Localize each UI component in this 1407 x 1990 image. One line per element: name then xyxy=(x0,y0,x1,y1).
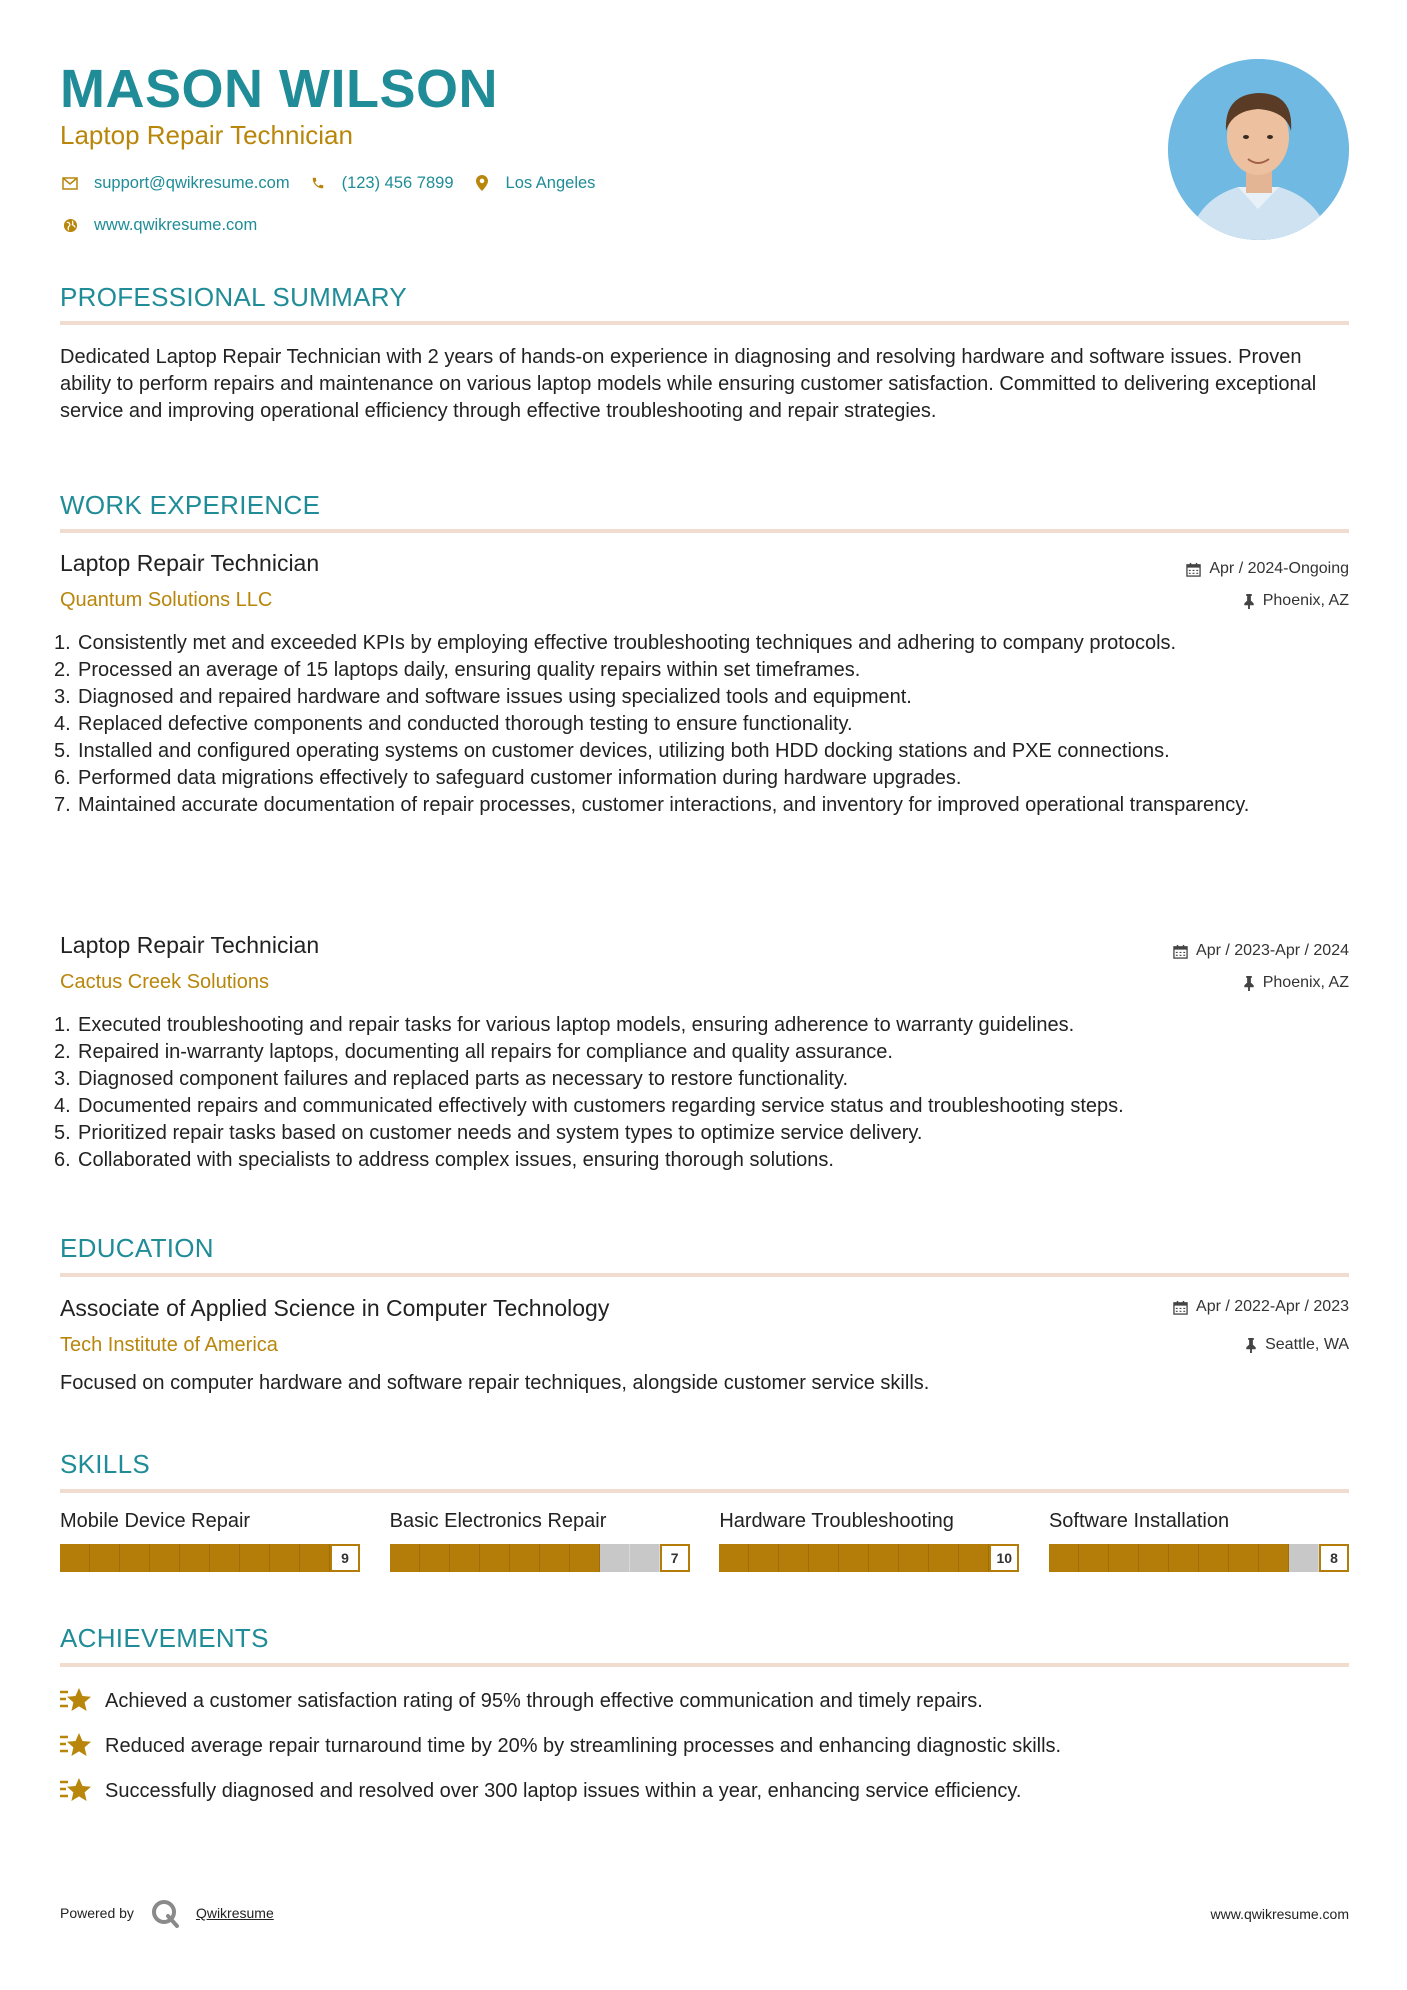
globe-icon xyxy=(60,215,80,235)
skill-name: Mobile Device Repair xyxy=(60,1510,251,1532)
profile-photo xyxy=(1168,59,1349,240)
calendar-icon xyxy=(1173,944,1188,959)
map-pin-icon xyxy=(472,173,492,193)
skill-bar-segment xyxy=(1049,1544,1079,1572)
skill-item xyxy=(390,1510,690,1572)
skill-bar-segment xyxy=(1079,1544,1109,1572)
location-text: Los Angeles xyxy=(505,173,596,192)
education-dates-text: Apr / 2022-Apr / 2023 xyxy=(1196,1298,1349,1315)
education-location-text: Seattle, WA xyxy=(1265,1336,1349,1353)
list-item: 2. Processed an average of 15 laptops daily, ensuring quality repairs within set timeframes. xyxy=(54,659,861,681)
job-1-dates xyxy=(1186,560,1349,578)
education-heading: EDUCATION xyxy=(60,1233,214,1263)
skill-rating-bar xyxy=(1049,1544,1349,1572)
skill-name: Basic Electronics Repair xyxy=(389,1510,607,1532)
pushpin-icon xyxy=(1243,976,1255,991)
qwikresume-link[interactable]: Qwikresume xyxy=(195,1905,274,1921)
phone-icon xyxy=(308,173,328,193)
list-item: 3. Diagnosed and repaired hardware and software issues using specialized tools and equipment. xyxy=(54,686,912,708)
skill-bar-segment xyxy=(749,1544,779,1572)
skill-bar-segment xyxy=(210,1544,240,1572)
list-item: 1. Executed troubleshooting and repair tasks for various laptop models, ensuring adherence to warranty guidelines. xyxy=(54,1014,1075,1036)
skill-bar-segment xyxy=(450,1544,480,1572)
pushpin-icon xyxy=(1243,594,1255,609)
skill-bar-segment xyxy=(150,1544,180,1572)
calendar-icon xyxy=(1186,562,1201,577)
website-text: www.qwikresume.com xyxy=(94,215,258,234)
skill-bar-segment xyxy=(1109,1544,1139,1572)
education-dates xyxy=(1173,1298,1349,1316)
skill-bar-segment xyxy=(300,1544,330,1572)
skill-bar-segment xyxy=(779,1544,809,1572)
qwikresume-logo-icon xyxy=(150,1898,180,1928)
experience-divider xyxy=(60,529,1349,533)
skill-bar-segment xyxy=(570,1544,600,1572)
pushpin-icon xyxy=(1245,1338,1257,1353)
list-item: 4. Documented repairs and communicated effectively with customers regarding service status and troubleshooting steps. xyxy=(54,1095,1124,1117)
experience-heading: WORK EXPERIENCE xyxy=(60,490,321,520)
skill-score: 7 xyxy=(660,1544,690,1572)
skill-bar-segment xyxy=(120,1544,150,1572)
skill-bar-segment xyxy=(1199,1544,1229,1572)
contact-row-2 xyxy=(60,215,275,235)
job-2-role: Laptop Repair Technician xyxy=(60,932,320,958)
powered-by-label: Powered by xyxy=(60,1905,134,1921)
star-icon xyxy=(60,1731,92,1761)
job-2-company: Cactus Creek Solutions xyxy=(60,971,269,993)
achievement-item xyxy=(60,1776,1021,1806)
job-2-location xyxy=(1243,974,1349,992)
envelope-icon xyxy=(60,173,80,193)
list-item: 4. Replaced defective components and conducted thorough testing to ensure functionality. xyxy=(54,713,853,735)
job-2-bullets xyxy=(54,1012,1349,1174)
job-2-dates-text: Apr / 2023-Apr / 2024 xyxy=(1196,942,1349,959)
skill-score: 10 xyxy=(989,1544,1019,1572)
skill-bar-segment xyxy=(240,1544,270,1572)
education-location xyxy=(1245,1336,1349,1354)
skills-divider xyxy=(60,1489,1349,1493)
skill-bar-segment xyxy=(839,1544,869,1572)
skill-bar-segment xyxy=(929,1544,959,1572)
skill-bar-segment xyxy=(1229,1544,1259,1572)
contact-location xyxy=(472,173,596,193)
skill-bar-segment xyxy=(1139,1544,1169,1572)
skill-bar-segment xyxy=(959,1544,989,1572)
skill-rating-bar xyxy=(390,1544,690,1572)
skills-grid xyxy=(60,1510,1349,1572)
education-divider xyxy=(60,1273,1349,1277)
skill-bar-segment xyxy=(420,1544,450,1572)
skill-item xyxy=(60,1510,360,1572)
job-1-role: Laptop Repair Technician xyxy=(60,550,320,576)
achievement-item xyxy=(60,1731,1061,1761)
skill-name: Software Installation xyxy=(1048,1510,1230,1532)
achievement-text: Reduced average repair turnaround time by 20% by streamlining processes and enhancing diagnostic skills. xyxy=(105,1734,1062,1757)
candidate-name: MASON WILSON xyxy=(60,59,498,119)
education-school: Tech Institute of America xyxy=(60,1334,278,1356)
skill-item xyxy=(1049,1510,1349,1572)
job-1-location-text: Phoenix, AZ xyxy=(1262,592,1349,609)
skill-bar-segment xyxy=(899,1544,929,1572)
phone-text: (123) 456 7899 xyxy=(341,173,454,192)
skill-bar-segment xyxy=(719,1544,749,1572)
list-item: 6. Collaborated with specialists to address complex issues, ensuring thorough solutions. xyxy=(54,1149,834,1171)
skill-bar-segment xyxy=(1289,1544,1319,1572)
calendar-icon xyxy=(1173,1300,1188,1315)
education-degree: Associate of Applied Science in Computer Technology xyxy=(60,1295,610,1321)
achievement-item xyxy=(60,1686,983,1716)
footer-url[interactable]: www.qwikresume.com xyxy=(1210,1906,1349,1922)
contact-email[interactable] xyxy=(60,173,290,193)
summary-divider xyxy=(60,321,1349,325)
email-text: support@qwikresume.com xyxy=(94,173,290,192)
skill-bar-segment xyxy=(1169,1544,1199,1572)
job-2-location-text: Phoenix, AZ xyxy=(1262,974,1349,991)
candidate-title: Laptop Repair Technician xyxy=(60,120,353,150)
summary-text: Dedicated Laptop Repair Technician with 2 years of hands-on experience in diagnosing and resolving hardware and software issues. Proven ability to perform repairs and maintenance on various laptop models while ensuring customer satisfaction. Committed to delivering exceptional service and improving operational efficiency through effective troubleshooting and repair strategies. xyxy=(60,346,1317,422)
skill-name: Hardware Troubleshooting xyxy=(719,1510,954,1532)
achievements-divider xyxy=(60,1663,1349,1667)
skill-bar-segment xyxy=(90,1544,120,1572)
achievement-text: Successfully diagnosed and resolved over 300 laptop issues within a year, enhancing service efficiency. xyxy=(105,1779,1022,1802)
skill-score: 8 xyxy=(1319,1544,1349,1572)
job-2-dates xyxy=(1173,942,1349,960)
skill-score: 9 xyxy=(330,1544,360,1572)
list-item: 6. Performed data migrations effectively to safeguard customer information during hardware upgrades. xyxy=(54,767,962,789)
contact-row xyxy=(60,173,613,193)
skill-bar-segment xyxy=(480,1544,510,1572)
star-icon xyxy=(60,1776,92,1806)
achievements-heading: ACHIEVEMENTS xyxy=(60,1623,269,1653)
skill-bar-segment xyxy=(540,1544,570,1572)
list-item: 7. Maintained accurate documentation of repair processes, customer interactions, and inventory for improved operational transparency. xyxy=(54,794,1250,816)
skill-bar-segment xyxy=(390,1544,420,1572)
footer-powered-by xyxy=(60,1898,274,1928)
list-item: 2. Repaired in-warranty laptops, documenting all repairs for compliance and quality assurance. xyxy=(54,1041,893,1063)
contact-phone[interactable] xyxy=(308,173,454,193)
skill-bar-segment xyxy=(1259,1544,1289,1572)
achievement-text: Achieved a customer satisfaction rating of 95% through effective communication and timely repairs. xyxy=(105,1689,983,1712)
job-1-company: Quantum Solutions LLC xyxy=(60,589,273,611)
skill-bar-segment xyxy=(510,1544,540,1572)
star-icon xyxy=(60,1686,92,1716)
skill-bar-segment xyxy=(809,1544,839,1572)
list-item: 3. Diagnosed component failures and replaced parts as necessary to restore functionality. xyxy=(54,1068,849,1090)
list-item: 1. Consistently met and exceeded KPIs by employing effective troubleshooting techniques and adhering to company protocols. xyxy=(54,632,1177,654)
job-1-dates-text: Apr / 2024-Ongoing xyxy=(1209,560,1349,577)
summary-heading: PROFESSIONAL SUMMARY xyxy=(60,282,407,312)
skill-bar-segment xyxy=(270,1544,300,1572)
job-1-location xyxy=(1243,592,1349,610)
skill-bar-segment xyxy=(630,1544,660,1572)
list-item: 5. Installed and configured operating systems on customer devices, utilizing both HDD docking stations and PXE connections. xyxy=(54,740,1170,762)
education-description: Focused on computer hardware and software repair techniques, alongside customer service skills. xyxy=(60,1372,930,1394)
skill-bar-segment xyxy=(180,1544,210,1572)
contact-website[interactable] xyxy=(60,215,257,235)
skill-item xyxy=(719,1510,1019,1572)
skill-bar-segment xyxy=(600,1544,630,1572)
skill-bar-segment xyxy=(869,1544,899,1572)
skill-bar-segment xyxy=(60,1544,90,1572)
skills-heading: SKILLS xyxy=(60,1449,150,1479)
skill-rating-bar xyxy=(719,1544,1019,1572)
job-1-bullets xyxy=(54,630,1349,819)
skill-rating-bar xyxy=(60,1544,360,1572)
list-item: 5. Prioritized repair tasks based on customer needs and system types to optimize service delivery. xyxy=(54,1122,923,1144)
